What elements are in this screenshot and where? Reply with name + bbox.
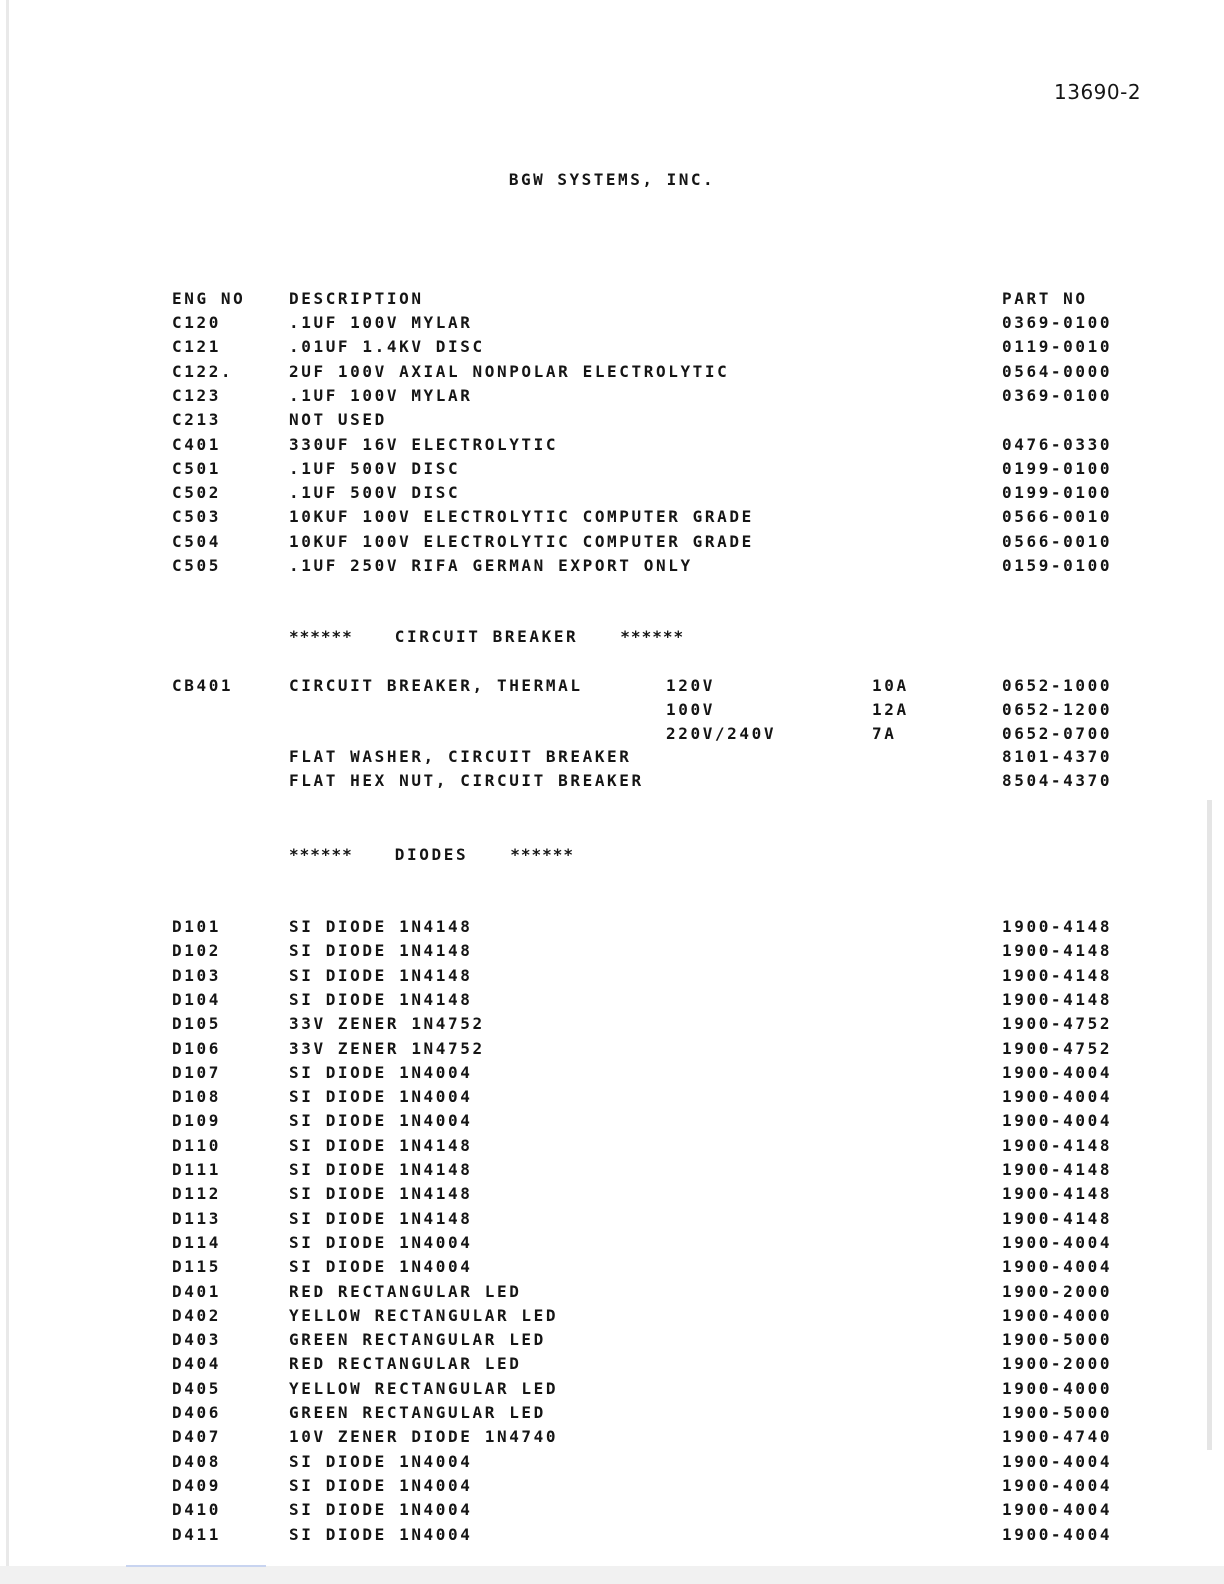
table-row xyxy=(0,386,1224,408)
heading-title: DIODES xyxy=(394,845,469,864)
eng-no-cell: C503 xyxy=(172,507,221,527)
description-cell: SI DIODE 1N4148 xyxy=(289,1135,473,1155)
table-row xyxy=(0,676,1224,698)
eng-no-cell: CB401 xyxy=(172,676,234,695)
eng-no-cell: D402 xyxy=(172,1305,221,1325)
part-no-cell: 1900-4148 xyxy=(1002,1208,1113,1228)
description-cell: YELLOW RECTANGULAR LED xyxy=(289,1378,559,1398)
table-row xyxy=(0,1306,1224,1328)
header-description: DESCRIPTION xyxy=(289,289,424,308)
description-cell: .1UF 100V MYLAR xyxy=(289,313,473,332)
part-no-cell: 0119-0010 xyxy=(1002,337,1113,357)
heading-stars-right: ****** xyxy=(620,627,685,646)
part-no-cell: 0564-0000 xyxy=(1002,361,1113,381)
part-no-cell: 1900-4004 xyxy=(1002,1257,1113,1277)
eng-no-cell: D104 xyxy=(172,989,221,1009)
scan-bottom-line xyxy=(126,1565,266,1567)
table-row xyxy=(0,917,1224,939)
part-no-cell: 0652-1000 xyxy=(1002,676,1113,695)
table-row xyxy=(0,507,1224,529)
eng-no-cell: D410 xyxy=(172,1500,221,1520)
part-no-cell: 1900-4148 xyxy=(1002,989,1113,1009)
eng-no-cell: D110 xyxy=(172,1135,221,1155)
table-row xyxy=(0,435,1224,457)
description-cell: SI DIODE 1N4148 xyxy=(289,965,473,985)
part-no-cell: 0566-0010 xyxy=(1002,507,1113,527)
table-row xyxy=(0,1257,1224,1279)
eng-no-cell: D106 xyxy=(172,1038,221,1058)
table-row xyxy=(0,1184,1224,1206)
eng-no-cell: D407 xyxy=(172,1427,221,1447)
part-no-cell: 0159-0100 xyxy=(1002,556,1113,575)
eng-no-cell: C213 xyxy=(172,410,221,430)
part-no-cell: 0369-0100 xyxy=(1002,313,1113,332)
part-no-cell: 1900-4148 xyxy=(1002,941,1113,961)
table-row xyxy=(0,1476,1224,1498)
table-row xyxy=(0,1136,1224,1158)
table-row xyxy=(0,1014,1224,1036)
table-row xyxy=(0,362,1224,384)
voltage-cell: 120V xyxy=(666,676,715,695)
column-header-row xyxy=(0,289,1224,311)
eng-no-cell: D112 xyxy=(172,1184,221,1204)
heading-stars-right: ****** xyxy=(510,845,574,864)
part-no-cell: 1900-4752 xyxy=(1002,1014,1113,1034)
description-cell: NOT USED xyxy=(289,410,387,430)
eng-no-cell: D115 xyxy=(172,1257,221,1277)
table-row xyxy=(0,1209,1224,1231)
description-cell: SI DIODE 1N4148 xyxy=(289,1208,473,1228)
part-no-cell: 1900-4740 xyxy=(1002,1427,1113,1447)
description-cell: FLAT HEX NUT, CIRCUIT BREAKER xyxy=(289,771,644,791)
eng-no-cell: D409 xyxy=(172,1475,221,1495)
eng-no-cell: C120 xyxy=(172,313,221,332)
eng-no-cell: D109 xyxy=(172,1111,221,1131)
table-row xyxy=(0,1403,1224,1425)
part-no-cell: 8101-4370 xyxy=(1002,747,1113,767)
part-no-cell: 1900-4004 xyxy=(1002,1524,1113,1544)
table-row xyxy=(0,724,1224,746)
table-row xyxy=(0,1452,1224,1474)
table-row xyxy=(0,941,1224,963)
table-row xyxy=(0,459,1224,481)
eng-no-cell: D101 xyxy=(172,917,221,936)
eng-no-cell: D406 xyxy=(172,1403,221,1422)
eng-no-cell: D404 xyxy=(172,1354,221,1374)
description-cell: SI DIODE 1N4148 xyxy=(289,989,473,1009)
table-row xyxy=(0,1063,1224,1085)
description-cell: SI DIODE 1N4148 xyxy=(289,941,473,961)
eng-no-cell: D403 xyxy=(172,1330,221,1350)
table-row xyxy=(0,1379,1224,1401)
table-row xyxy=(0,1087,1224,1109)
description-cell: .1UF 250V RIFA GERMAN EXPORT ONLY xyxy=(289,556,693,575)
part-no-cell: 1900-4148 xyxy=(1002,1160,1113,1179)
eng-no-cell: C122. xyxy=(172,361,234,381)
description-cell: 10KUF 100V ELECTROLYTIC COMPUTER GRADE xyxy=(289,507,754,527)
breaker-section-heading xyxy=(289,627,684,646)
document-number: 13690-2 xyxy=(1054,80,1142,104)
eng-no-cell: C502 xyxy=(172,483,221,503)
table-row xyxy=(0,1111,1224,1133)
table-row xyxy=(0,771,1224,793)
eng-no-cell: D405 xyxy=(172,1378,221,1398)
part-no-cell: 1900-4000 xyxy=(1002,1305,1113,1325)
description-cell: SI DIODE 1N4004 xyxy=(289,1087,473,1107)
table-row xyxy=(0,966,1224,988)
eng-no-cell: D408 xyxy=(172,1451,221,1471)
eng-no-cell: D401 xyxy=(172,1281,221,1301)
part-no-cell: 1900-4148 xyxy=(1002,1135,1113,1155)
description-cell: RED RECTANGULAR LED xyxy=(289,1281,522,1301)
description-cell: GREEN RECTANGULAR LED xyxy=(289,1330,546,1350)
part-no-cell: 0199-0100 xyxy=(1002,483,1113,503)
eng-no-cell: D111 xyxy=(172,1160,221,1179)
header-eng-no: ENG NO xyxy=(172,289,246,308)
part-no-cell: 1900-4004 xyxy=(1002,1451,1113,1471)
header-part-no: PART NO xyxy=(1002,289,1088,308)
eng-no-cell: D114 xyxy=(172,1232,221,1252)
table-row xyxy=(0,700,1224,722)
part-no-cell: 0476-0330 xyxy=(1002,434,1113,454)
voltage-cell: 220V/240V xyxy=(666,723,777,743)
part-no-cell: 1900-2000 xyxy=(1002,1354,1113,1374)
heading-stars-left: ****** xyxy=(289,845,353,864)
eng-no-cell: C504 xyxy=(172,531,221,551)
table-row xyxy=(0,1039,1224,1061)
eng-no-cell: D113 xyxy=(172,1208,221,1228)
part-no-cell: 0566-0010 xyxy=(1002,531,1113,551)
table-row xyxy=(0,532,1224,554)
description-cell: RED RECTANGULAR LED xyxy=(289,1354,522,1374)
description-cell: YELLOW RECTANGULAR LED xyxy=(289,1305,559,1325)
description-cell: SI DIODE 1N4004 xyxy=(289,1062,473,1082)
table-row xyxy=(0,1354,1224,1376)
eng-no-cell: D411 xyxy=(172,1524,221,1544)
part-no-cell: 1900-4752 xyxy=(1002,1038,1113,1058)
table-row xyxy=(0,1525,1224,1547)
description-cell: 33V ZENER 1N4752 xyxy=(289,1038,485,1058)
description-cell: SI DIODE 1N4004 xyxy=(289,1475,473,1495)
current-cell: 10A xyxy=(872,676,909,695)
eng-no-cell: C123 xyxy=(172,385,221,405)
table-row xyxy=(0,483,1224,505)
heading-stars-left: ****** xyxy=(289,627,353,646)
part-no-cell: 1900-4148 xyxy=(1002,1184,1113,1204)
table-row xyxy=(0,1427,1224,1449)
description-cell: SI DIODE 1N4004 xyxy=(289,1111,473,1131)
description-cell: SI DIODE 1N4004 xyxy=(289,1451,473,1471)
description-cell: FLAT WASHER, CIRCUIT BREAKER xyxy=(289,747,632,767)
part-no-cell: 0199-0100 xyxy=(1002,458,1113,478)
part-no-cell: 1900-4004 xyxy=(1002,1500,1113,1520)
description-cell: CIRCUIT BREAKER, THERMAL xyxy=(289,676,583,695)
diode-section-heading xyxy=(289,845,574,864)
part-no-cell: 1900-4004 xyxy=(1002,1087,1113,1107)
current-cell: 12A xyxy=(872,699,909,719)
eng-no-cell: D103 xyxy=(172,965,221,985)
description-cell: 330UF 16V ELECTROLYTIC xyxy=(289,434,559,454)
description-cell: SI DIODE 1N4148 xyxy=(289,1184,473,1204)
part-no-cell: 1900-5000 xyxy=(1002,1403,1113,1422)
description-cell: .01UF 1.4KV DISC xyxy=(289,337,485,357)
eng-no-cell: C505 xyxy=(172,556,221,575)
part-no-cell: 1900-4148 xyxy=(1002,965,1113,985)
table-row xyxy=(0,1160,1224,1182)
description-cell: SI DIODE 1N4004 xyxy=(289,1232,473,1252)
table-row xyxy=(0,1330,1224,1352)
description-cell: .1UF 100V MYLAR xyxy=(289,385,473,405)
description-cell: .1UF 500V DISC xyxy=(289,458,461,478)
voltage-cell: 100V xyxy=(666,699,715,719)
eng-no-cell: C501 xyxy=(172,458,221,478)
heading-title: CIRCUIT BREAKER xyxy=(394,627,579,646)
table-row xyxy=(0,337,1224,359)
company-name: BGW SYSTEMS, INC. xyxy=(508,170,716,189)
description-cell: SI DIODE 1N4004 xyxy=(289,1500,473,1520)
description-cell: 10KUF 100V ELECTROLYTIC COMPUTER GRADE xyxy=(289,531,754,551)
table-row xyxy=(0,1500,1224,1522)
description-cell: SI DIODE 1N4004 xyxy=(289,1257,473,1277)
table-row xyxy=(0,313,1224,335)
eng-no-cell: C401 xyxy=(172,434,221,454)
table-row xyxy=(0,1233,1224,1255)
part-no-cell: 1900-5000 xyxy=(1002,1330,1113,1350)
table-row xyxy=(0,747,1224,769)
part-no-cell: 1900-4004 xyxy=(1002,1111,1113,1131)
description-cell: 10V ZENER DIODE 1N4740 xyxy=(289,1427,559,1447)
current-cell: 7A xyxy=(872,723,897,743)
part-no-cell: 0652-1200 xyxy=(1002,699,1113,719)
table-row xyxy=(0,556,1224,578)
description-cell: GREEN RECTANGULAR LED xyxy=(289,1403,546,1422)
description-cell: SI DIODE 1N4004 xyxy=(289,1524,473,1544)
scan-bottom-edge xyxy=(0,1566,1224,1584)
eng-no-cell: D107 xyxy=(172,1062,221,1082)
part-no-cell: 0369-0100 xyxy=(1002,385,1113,405)
table-row xyxy=(0,410,1224,432)
description-cell: 2UF 100V AXIAL NONPOLAR ELECTROLYTIC xyxy=(289,361,730,381)
description-cell: SI DIODE 1N4148 xyxy=(289,917,473,936)
table-row xyxy=(0,1282,1224,1304)
table-row xyxy=(0,990,1224,1012)
eng-no-cell: D108 xyxy=(172,1087,221,1107)
part-no-cell: 1900-4004 xyxy=(1002,1475,1113,1495)
part-no-cell: 1900-2000 xyxy=(1002,1281,1113,1301)
part-no-cell: 1900-4004 xyxy=(1002,1232,1113,1252)
part-no-cell: 1900-4004 xyxy=(1002,1062,1113,1082)
eng-no-cell: C121 xyxy=(172,337,221,357)
part-no-cell: 8504-4370 xyxy=(1002,771,1113,791)
part-no-cell: 1900-4148 xyxy=(1002,917,1113,936)
eng-no-cell: D102 xyxy=(172,941,221,961)
description-cell: SI DIODE 1N4148 xyxy=(289,1160,473,1179)
part-no-cell: 1900-4000 xyxy=(1002,1378,1113,1398)
part-no-cell: 0652-0700 xyxy=(1002,723,1113,743)
eng-no-cell: D105 xyxy=(172,1014,221,1034)
description-cell: 33V ZENER 1N4752 xyxy=(289,1014,485,1034)
description-cell: .1UF 500V DISC xyxy=(289,483,461,503)
